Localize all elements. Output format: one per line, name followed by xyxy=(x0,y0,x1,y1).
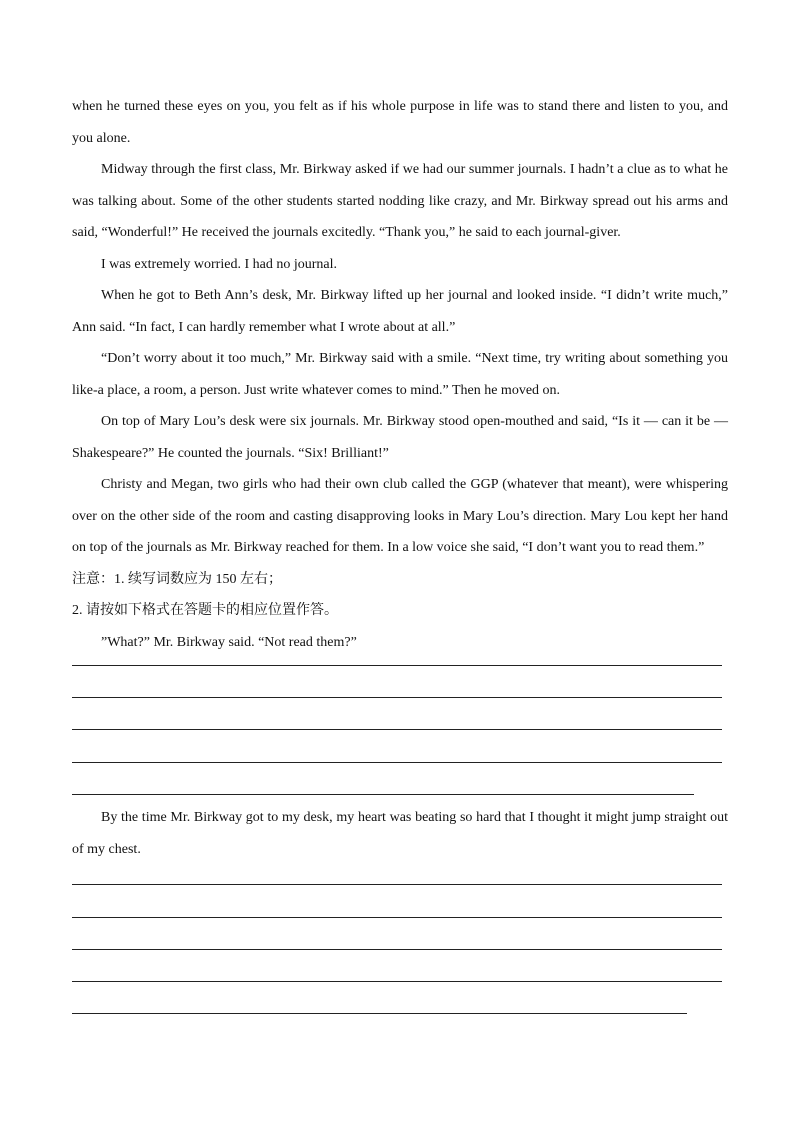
story-text xyxy=(72,91,728,658)
paragraph-midway: Midway through the first class, Mr. Birkway asked if we had our summer journals. I hadn’t a clue as to what he was talking about. Some of the other students started nodding like crazy, and Mr. Birkway spread out his arms and said, “Wonderful!” He received the journals excitedly. “Thank you,” he said to each journal-giver. xyxy=(72,162,728,240)
paragraph-christy-megan: Christy and Megan, two girls who had their own club called the GGP (whatever that meant), were whispering over on the other side of the room and casting disapproving looks in Mary Lou’s direction. Mary Lou kept her hand on top of the journals as Mr. Birkway reached for them. In a low voice she said, “I don’t want you to read them.” xyxy=(72,477,728,555)
answer-line xyxy=(72,917,722,918)
paragraph-mary-lou: On top of Mary Lou’s desk were six journals. Mr. Birkway stood open-mouthed and said, “Is it — can it be — Shakespeare?” He counted the journals. “Six! Brilliant!” xyxy=(72,414,728,461)
paragraph-worried: I was extremely worried. I had no journal. xyxy=(101,256,337,272)
note-word-count: 注意：1. 续写词数应为 150 左右； xyxy=(72,571,282,587)
answer-line xyxy=(72,884,722,885)
answer-line xyxy=(72,697,722,698)
answer-line xyxy=(72,729,722,730)
answer-line xyxy=(72,762,722,763)
answer-line xyxy=(72,1013,687,1014)
paragraph-continuation: when he turned these eyes on you, you felt as if his whole purpose in life was to stand there and listen to you, and you alone. xyxy=(72,99,728,146)
prompt-first-paragraph: ”What?” Mr. Birkway said. “Not read them?” xyxy=(101,634,357,650)
answer-line xyxy=(72,981,722,982)
answer-line xyxy=(72,949,722,950)
paragraph-dont-worry: “Don’t worry about it too much,” Mr. Birkway said with a smile. “Next time, try writing about something you like-a place, a room, a person. Just write whatever comes to mind.” Then he moved on. xyxy=(72,351,728,398)
answer-line xyxy=(72,794,694,795)
note-format: 2. 请按如下格式在答题卡的相应位置作答。 xyxy=(72,603,338,618)
answer-line xyxy=(72,665,722,666)
paragraph-beth-ann: When he got to Beth Ann’s desk, Mr. Birkway lifted up her journal and looked inside. “I didn’t write much,” Ann said. “In fact, I can hardly remember what I wrote about at all.” xyxy=(72,288,728,335)
prompt-second-paragraph: By the time Mr. Birkway got to my desk, my heart was beating so hard that I thought it might jump straight out of my chest. xyxy=(72,810,728,857)
